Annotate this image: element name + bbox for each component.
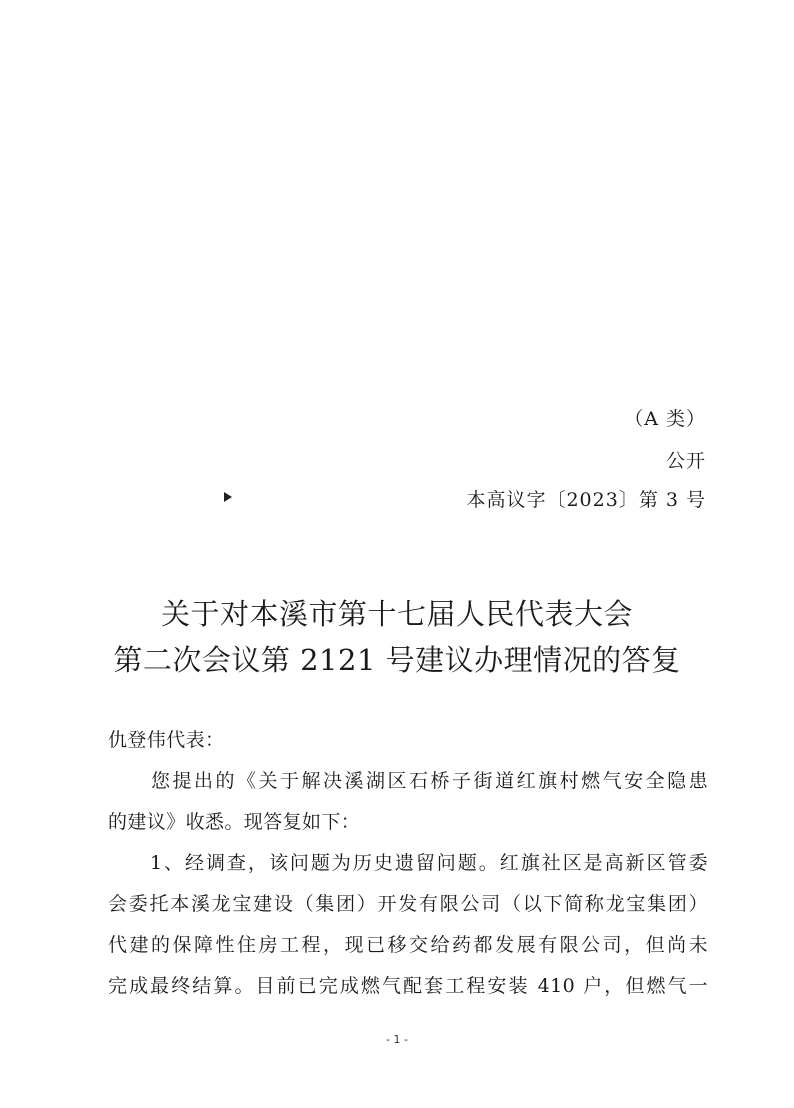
paragraph-2-line-3: 代建的保障性住房工程，现已移交给药都发展有限公司，但尚未: [108, 934, 708, 956]
paragraph-1-line-1: 您提出的《关于解决溪湖区石桥子街道红旗村燃气安全隐患: [108, 770, 708, 792]
paragraph-1-line-2: 的建议》收悉。现答复如下：: [108, 811, 361, 833]
paragraph-2-line-4: 完成最终结算。目前已完成燃气配套工程安装 410 户，但燃气一: [108, 975, 708, 997]
document-number: 本高议字〔2023〕第 3 号: [466, 489, 706, 511]
paragraph-2-line-1: 1、经调查，该问题为历史遗留问题。红旗社区是高新区管委: [108, 852, 708, 874]
title-line-2: 第二次会议第 2121 号建议办理情况的答复: [113, 643, 681, 677]
title-line-1: 关于对本溪市第十七届人民代表大会: [160, 597, 633, 631]
document-category: （A 类）: [624, 408, 706, 430]
salutation: 仇登伟代表：: [108, 729, 225, 751]
publicity-status: 公开: [665, 450, 706, 472]
page-number: - 1 -: [386, 1033, 408, 1046]
bullet-marker-icon: [224, 492, 232, 502]
paragraph-2-line-2: 会委托本溪龙宝建设（集团）开发有限公司（以下简称龙宝集团）: [108, 893, 708, 915]
